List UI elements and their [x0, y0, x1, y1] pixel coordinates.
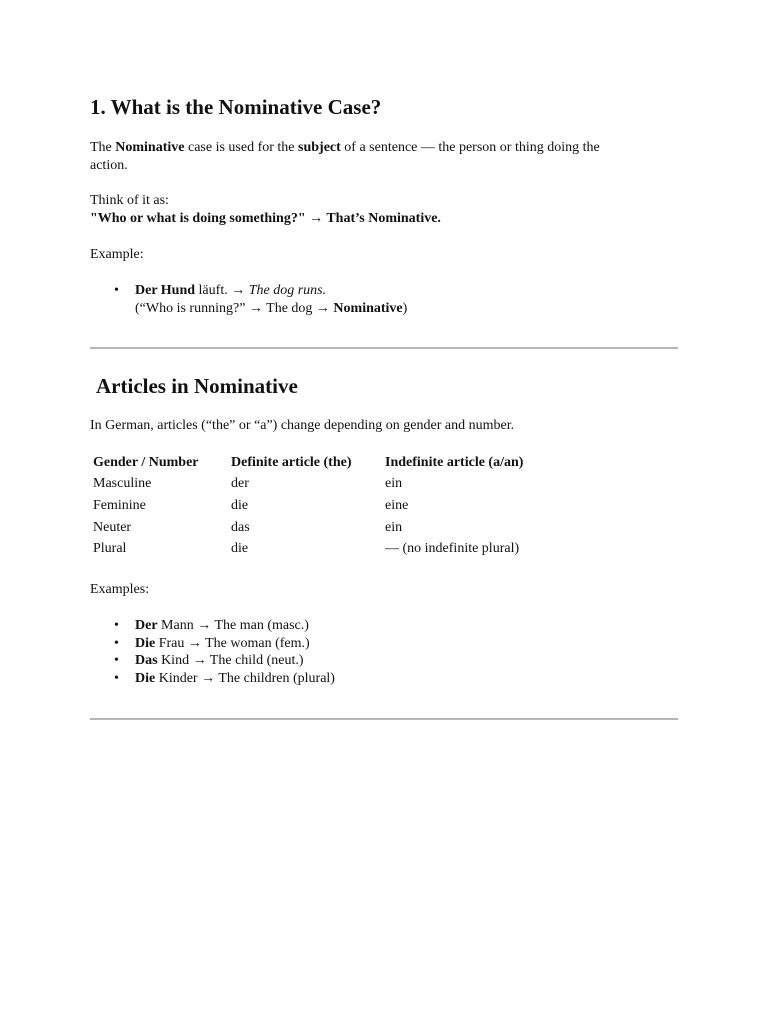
think-label: Think of it as:	[90, 193, 169, 208]
table-row	[90, 517, 585, 539]
intro-text: of a sentence — the person or thing doing the	[340, 140, 600, 155]
think-bold-text: "Who or what is doing something?" → That’s Nominative.	[90, 211, 441, 226]
table-cell: — (no indefinite plural)	[385, 541, 520, 557]
section2-title: Articles in Nominative	[96, 374, 298, 398]
table-cell: die	[231, 497, 249, 513]
example-text: )	[402, 300, 408, 316]
example-text: Kinder → The children (plural)	[155, 670, 335, 686]
table-cell: Neuter	[93, 519, 132, 535]
table-cell: Plural	[93, 541, 127, 557]
table-cell: Feminine	[93, 497, 146, 513]
example-text: Frau → The woman (fem.)	[155, 635, 310, 651]
example-article: Der	[135, 618, 158, 633]
examples-list	[135, 617, 335, 687]
divider	[90, 347, 678, 349]
example-bold: Nominative	[333, 300, 403, 316]
list-item	[135, 652, 335, 670]
example-article: Die	[135, 635, 156, 651]
column-header: Definite article (the)	[231, 454, 352, 470]
intro-text: The	[90, 140, 116, 155]
table-cell: eine	[385, 497, 409, 513]
list-item	[135, 617, 335, 635]
section1-intro	[90, 139, 600, 175]
list-item	[135, 635, 335, 653]
intro-bold-nominative: Nominative	[115, 140, 185, 155]
section1-title: 1. What is the Nominative Case?	[90, 95, 382, 119]
list-item	[135, 670, 335, 688]
column-header: Gender / Number	[93, 454, 199, 470]
example-text: läuft. →	[195, 283, 249, 298]
section2-intro: In German, articles (“the” or “a”) change depending on gender and number.	[90, 418, 515, 433]
example-article: Das	[135, 653, 158, 668]
list-item	[135, 282, 407, 317]
table-cell: ein	[385, 476, 403, 492]
divider	[90, 718, 678, 720]
table-row	[90, 538, 585, 560]
table-cell: ein	[385, 519, 403, 535]
intro-text: case is used for the	[184, 140, 299, 155]
example-article: Die	[135, 670, 156, 686]
example-text: Kind → The child (neut.)	[157, 653, 304, 668]
intro-line2: action.	[90, 158, 128, 173]
examples-label: Examples:	[90, 582, 150, 597]
example-text: Mann → The man (masc.)	[157, 618, 309, 633]
table-cell: die	[231, 541, 249, 557]
example-label: Example:	[90, 247, 144, 262]
table-header-row	[90, 452, 585, 474]
think-block	[90, 192, 441, 228]
column-header: Indefinite article (a/an)	[385, 454, 524, 470]
table-cell: das	[231, 519, 250, 535]
table-row	[90, 474, 585, 496]
intro-bold-subject: subject	[298, 140, 341, 155]
example-italic: The dog runs.	[248, 283, 327, 298]
table-cell: der	[231, 476, 249, 492]
table-row	[90, 495, 585, 517]
table-cell: Masculine	[93, 476, 152, 492]
example-text: (“Who is running?” → The dog →	[135, 300, 334, 316]
example-list	[135, 282, 407, 317]
example-bold: Der Hund	[135, 283, 196, 298]
articles-table	[90, 452, 585, 560]
